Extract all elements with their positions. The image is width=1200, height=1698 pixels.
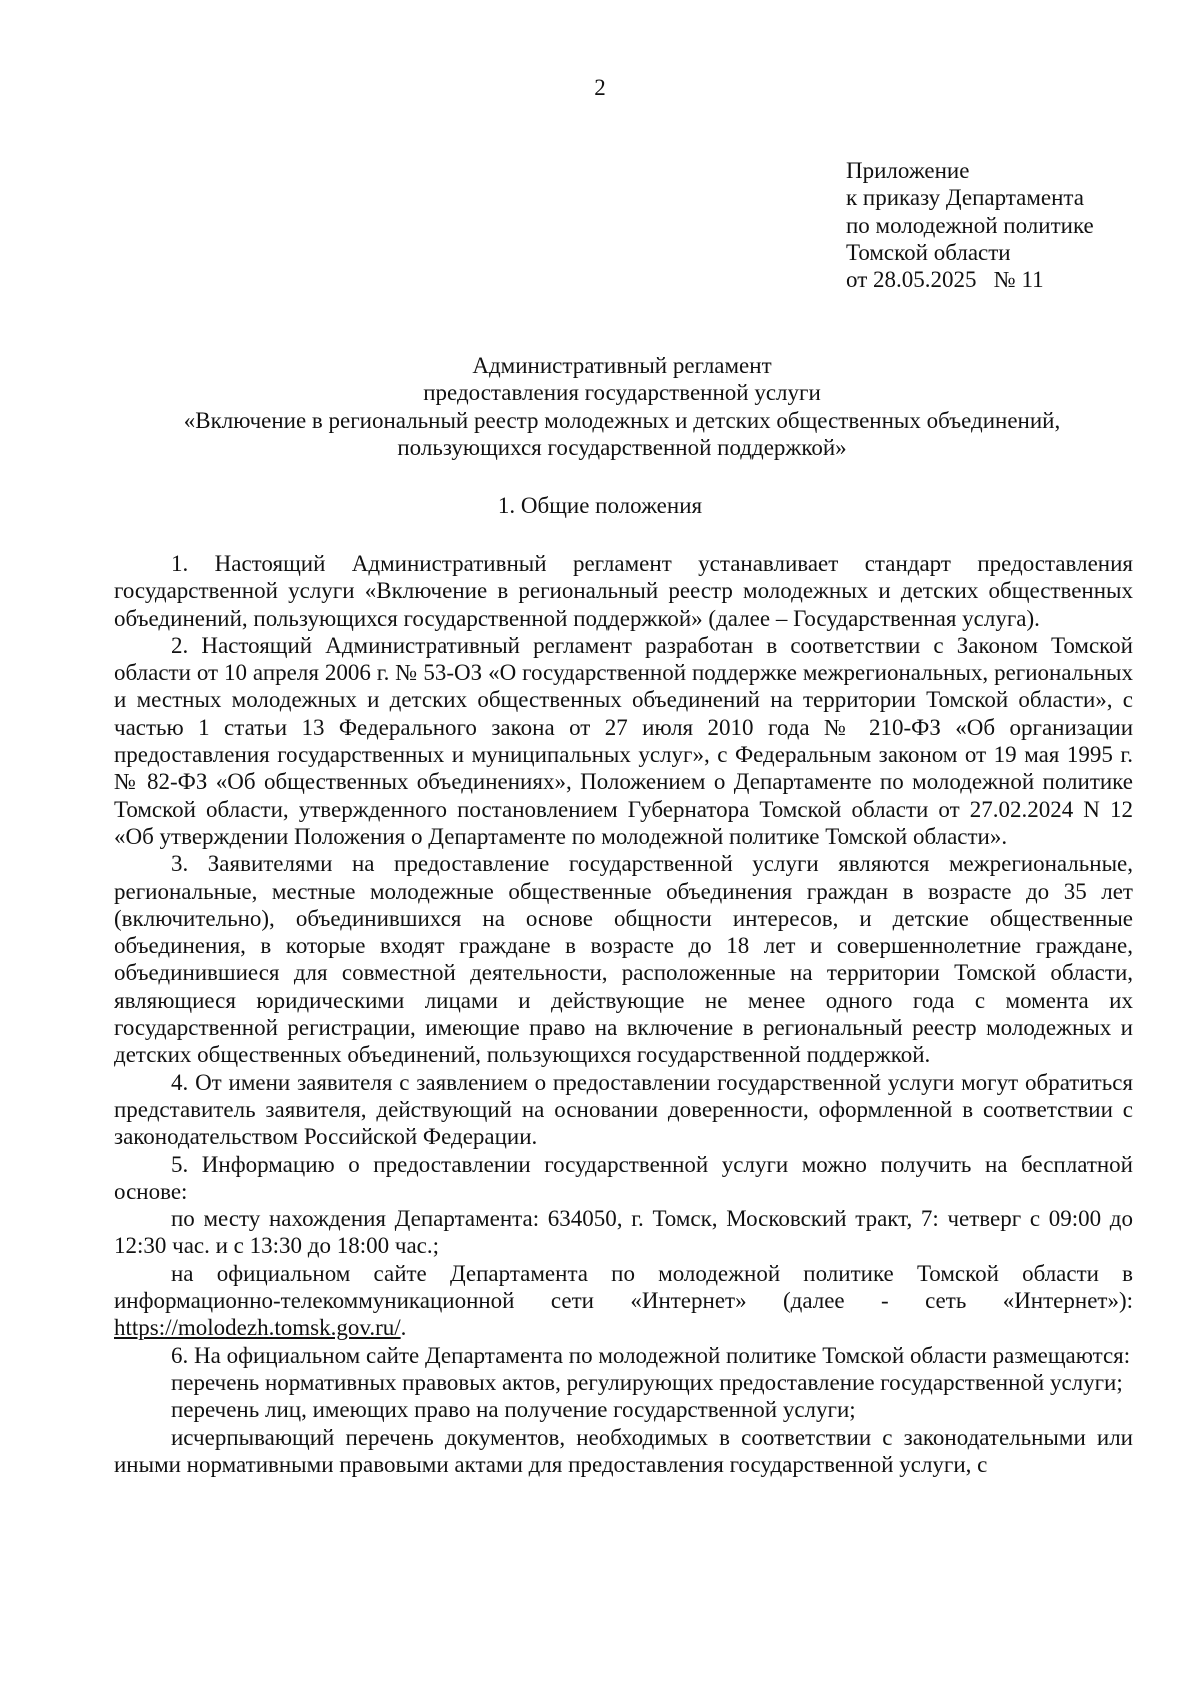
paragraph-6-item-documents: исчерпывающий перечень документов, необходимых в соответствии с законодательными или иными нормативными правовыми актами для предоставления государственной услуги, с bbox=[114, 1424, 1133, 1477]
title-line: Административный регламент bbox=[472, 353, 772, 378]
appendix-line: Томской области bbox=[846, 239, 1011, 265]
website-link[interactable]: https://molodezh.tomsk.gov.ru/ bbox=[114, 1315, 401, 1341]
paragraph-5: 5. Информацию о предоставлении государственной услуги можно получить на бесплатной основе: bbox=[114, 1151, 1133, 1204]
section-heading: 1. Общие положения bbox=[497, 493, 703, 518]
document-title bbox=[112, 352, 1132, 461]
appendix-block bbox=[846, 157, 1166, 293]
paragraph-6: 6. На официальном сайте Департамента по молодежной политике Томской области размещаются: bbox=[171, 1342, 1131, 1368]
paragraph-4: 4. От имени заявителя с заявлением о предоставлении государственной услуги могут обратиться представитель заявителя, действующий на основании доверенности, оформленной в соответствии с законодательством Российской Федерации. bbox=[114, 1069, 1133, 1150]
page-number: 2 bbox=[594, 75, 606, 100]
appendix-line: к приказу Департамента bbox=[846, 185, 1084, 211]
document-body bbox=[114, 550, 1133, 1478]
paragraph-6-item-persons: перечень лиц, имеющих право на получение государственной услуги; bbox=[171, 1397, 856, 1423]
appendix-line: по молодежной политике bbox=[846, 212, 1094, 238]
title-line: предоставления государственной услуги bbox=[423, 380, 821, 406]
website-text: на официальном сайте Департамента по молодежной политике Томской области в информационно-телекоммуникационной сети «Интернет» (далее - сеть «Интернет»): bbox=[114, 1260, 1133, 1314]
title-line: «Включение в региональный реестр молодежных и детских общественных объединений, bbox=[183, 407, 1061, 433]
paragraph-6-item-acts: перечень нормативных правовых актов, регулирующих предоставление государственной услуги; bbox=[171, 1369, 1123, 1395]
paragraph-2: 2. Настоящий Административный регламент разработан в соответствии с Законом Томской области от 10 апреля 2006 г. № 53-ОЗ «О государственной поддержке межрегиональных, региональных и местных молодежных и детских общественных объединений на территории Томской области», с частью 1 статьи 13 Федерального закона от 27 июля 2010 года № 210-ФЗ «Об организации предоставления государственных и муниципальных услуг», с Федеральным законом от 19 мая 1995 г. № 82-ФЗ «Об общественных объединениях», Положением о Департаменте по молодежной политике Томской области, утвержденного постановлением Губернатора Томской области от 27.02.2024 N 12 «Об утверждении Положения о Департаменте по молодежной политике Томской области». bbox=[114, 632, 1133, 849]
appendix-line: Приложение bbox=[846, 158, 970, 183]
paragraph-5-address: по месту нахождения Департамента: 634050, г. Томск, Московский тракт, 7: четверг с 09:00 до 12:30 час. и с 13:30 до 18:00 час.; bbox=[114, 1206, 1133, 1259]
paragraph-3: 3. Заявителями на предоставление государственной услуги являются межрегиональные, региональные, местные молодежные общественные объединения граждан в возрасте до 35 лет (включительно), объединившихся на основе общности интересов, и детские общественные объединения, в которые входят граждане в возрасте до 18 лет и совершеннолетние граждане, объединившиеся для совместной деятельности, расположенные на территории Томской области, являющиеся юридическими лицами и действующие не менее одного года с момента их государственной регистрации, имеющие право на включение в региональный реестр молодежных и детских общественных объединений, пользующихся государственной поддержкой. bbox=[114, 851, 1133, 1068]
appendix-date-number: от 28.05.2025 № 11 bbox=[846, 267, 1044, 293]
paragraph-1: 1. Настоящий Административный регламент устанавливает стандарт предоставления государственной услуги «Включение в региональный реестр молодежных и детских общественных объединений, пользующихся государственной поддержкой» (далее – Государственная услуга). bbox=[114, 551, 1133, 631]
website-end: . bbox=[400, 1315, 407, 1341]
title-line: пользующихся государственной поддержкой» bbox=[397, 434, 847, 460]
paragraph-5-website bbox=[114, 1260, 1133, 1342]
